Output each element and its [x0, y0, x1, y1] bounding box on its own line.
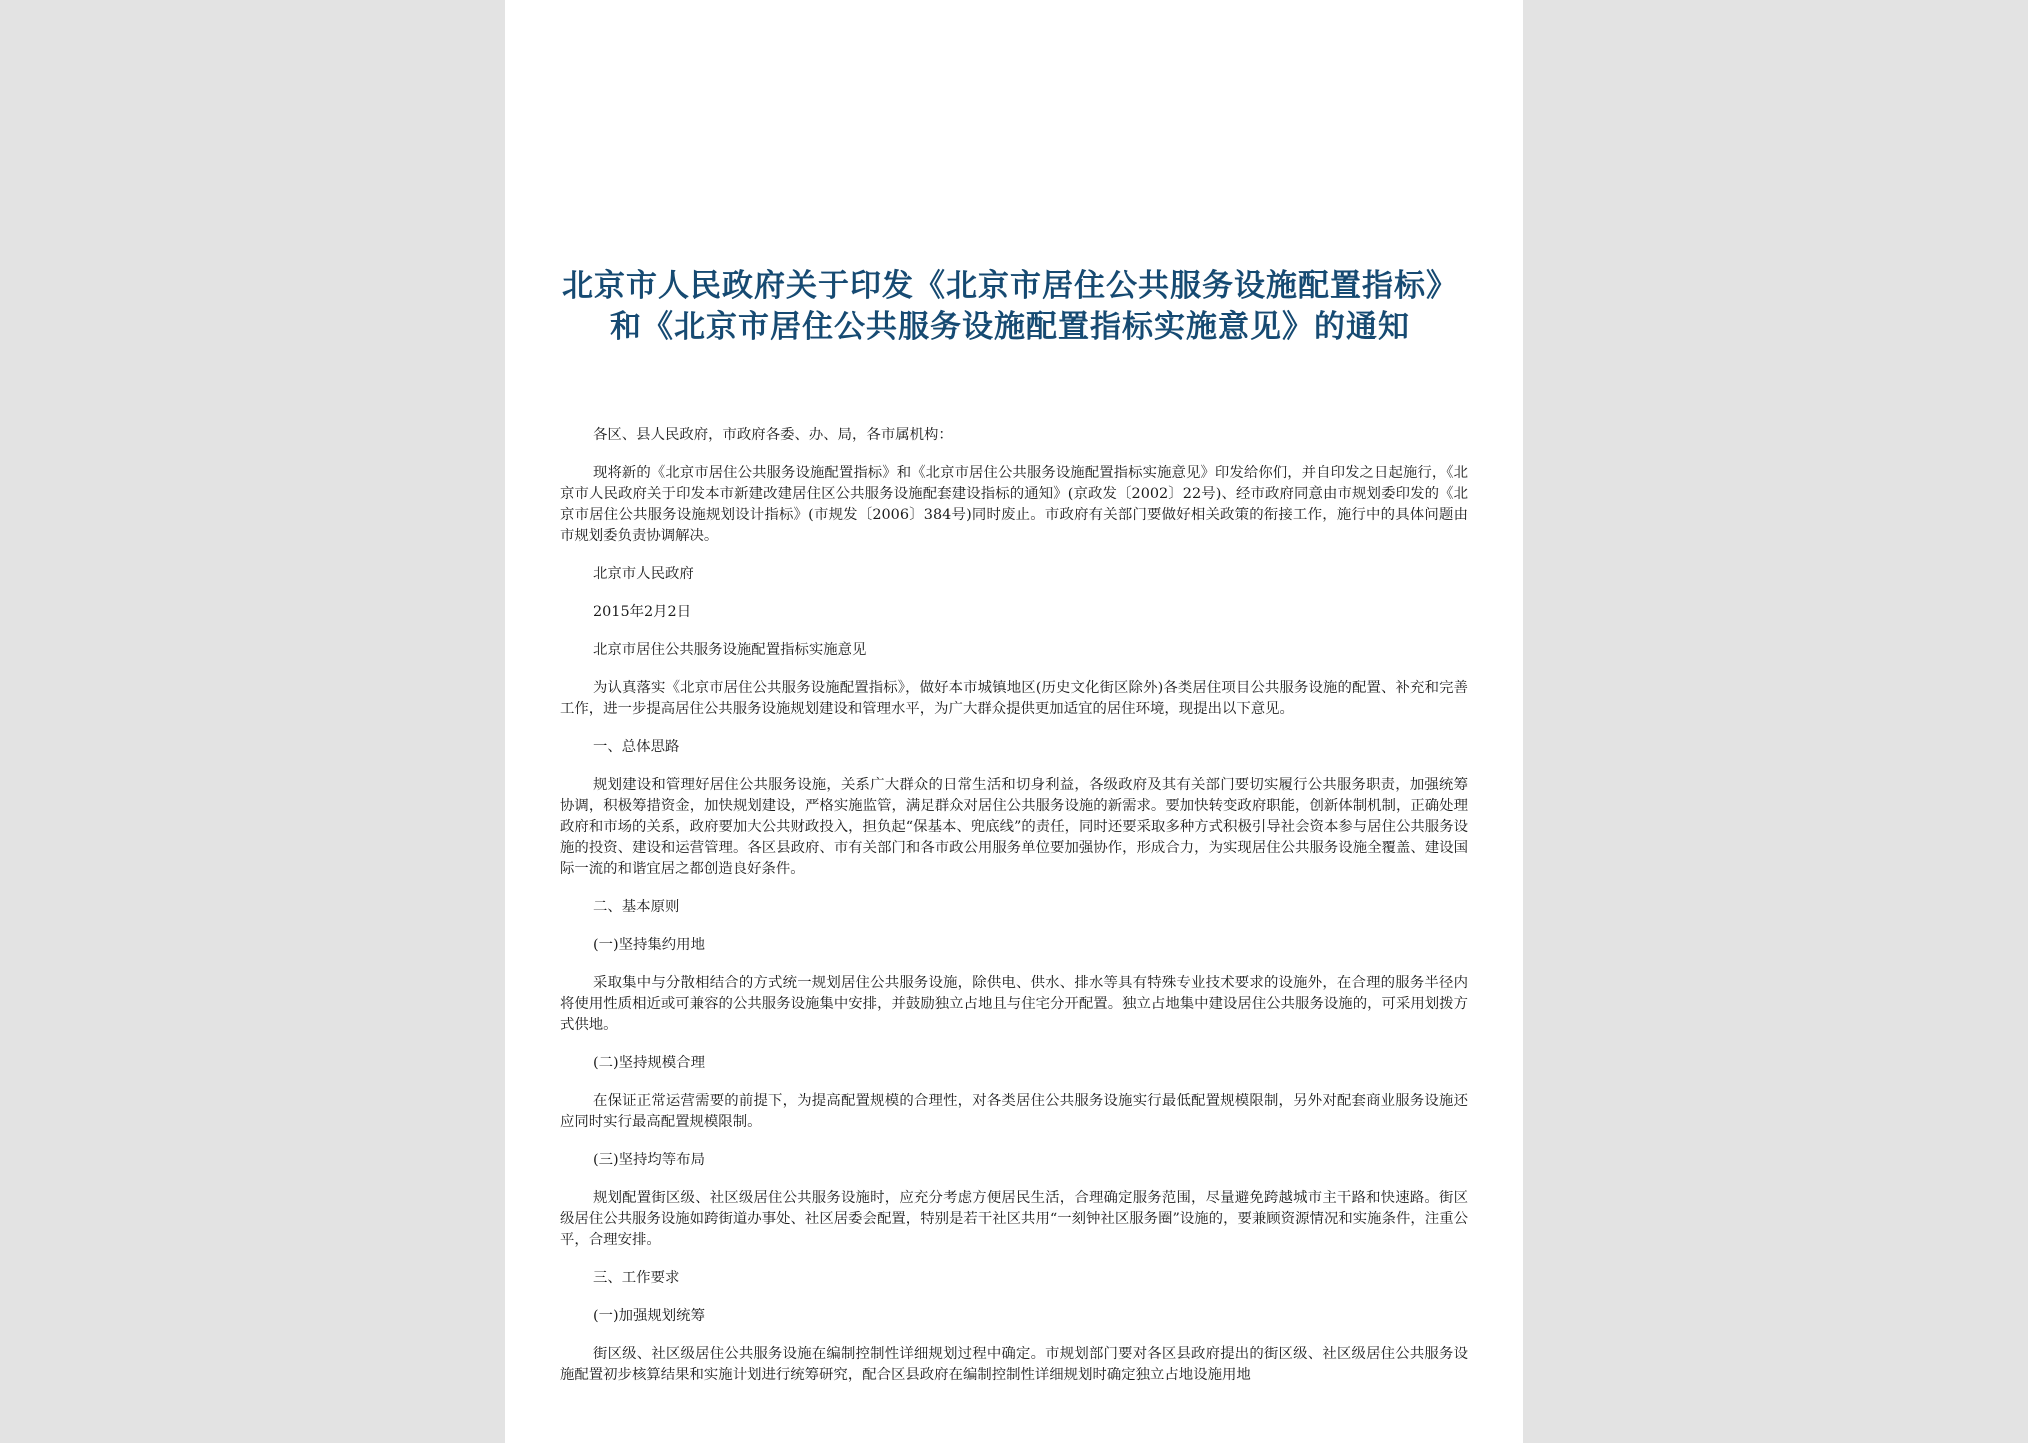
- subsection-heading-2-1: (一)坚持集约用地: [593, 937, 705, 953]
- subsection-heading-3-1: (一)加强规划统筹: [593, 1308, 705, 1324]
- section-paragraph-1: 规划建设和管理好居住公共服务设施，关系广大群众的日常生活和切身利益，各级政府及其有关部门要切实履行公共服务职责，加强统筹协调，积极筹措资金，加快规划建设，严格实施监管，满足群众对居住公共服务设施的新需求。要加快转变政府职能，创新体制机制，正确处理政府和市场的关系，政府要加大公共财政投入，担负起“保基本、兜底线”的责任，同时还要采取多种方式积极引导社会资本参与居住公共服务设施的投资、建设和运营管理。各区县政府、市有关部门和各市政公用服务单位要加强协作，形成合力，为实现居住公共服务设施全覆盖、建设国际一流的和谐宜居之都创造良好条件。: [560, 777, 1468, 877]
- document-body: [560, 425, 1468, 1403]
- section-heading-1: 一、总体思路: [593, 739, 680, 755]
- notice-paragraph: 现将新的《北京市居住公共服务设施配置指标》和《北京市居住公共服务设施配置指标实施意见》印发给你们，并自印发之日起施行，《北京市人民政府关于印发本市新建改建居住区公共服务设施配套建设指标的通知》(京政发〔2002〕22号)、经市政府同意由市规划委印发的《北京市居住公共服务设施规划设计指标》(市规发〔2006〕384号)同时废止。市政府有关部门要做好相关政策的衔接工作，施行中的具体问题由市规划委负责协调解决。: [560, 465, 1468, 544]
- subsection-paragraph-2-3: 规划配置街区级、社区级居住公共服务设施时，应充分考虑方便居民生活，合理确定服务范围，尽量避免跨越城市主干路和快速路。街区级居住公共服务设施如跨街道办事处、社区居委会配置，特别是若干社区共用“一刻钟社区服务圈”设施的，要兼顾资源情况和实施条件，注重公平，合理安排。: [560, 1190, 1468, 1248]
- document-page: [505, 0, 1523, 1443]
- subsection-heading-2-3: (三)坚持均等布局: [593, 1152, 705, 1168]
- document-title: 北京市人民政府关于印发《北京市居住公共服务设施配置指标》和《北京市居住公共服务设施配置指标实施意见》的通知: [562, 268, 1458, 345]
- subsection-paragraph-3-1: 街区级、社区级居住公共服务设施在编制控制性详细规划过程中确定。市规划部门要对各区县政府提出的街区级、社区级居住公共服务设施配置初步核算结果和实施计划进行统筹研究，配合区县政府在编制控制性详细规划时确定独立占地设施用地: [560, 1346, 1468, 1383]
- attachment-title: 北京市居住公共服务设施配置指标实施意见: [593, 642, 867, 658]
- issuer: 北京市人民政府: [593, 566, 694, 582]
- issue-date: 2015年2月2日: [593, 604, 692, 620]
- intro-paragraph: 为认真落实《北京市居住公共服务设施配置指标》，做好本市城镇地区(历史文化街区除外)各类居住项目公共服务设施的配置、补充和完善工作，进一步提高居住公共服务设施规划建设和管理水平，为广大群众提供更加适宜的居住环境，现提出以下意见。: [560, 680, 1468, 717]
- salutation: 各区、县人民政府，市政府各委、办、局，各市属机构：: [593, 427, 953, 443]
- subsection-heading-2-2: (二)坚持规模合理: [593, 1055, 705, 1071]
- subsection-paragraph-2-2: 在保证正常运营需要的前提下，为提高配置规模的合理性，对各类居住公共服务设施实行最低配置规模限制，另外对配套商业服务设施还应同时实行最高配置规模限制。: [560, 1093, 1468, 1130]
- section-heading-2: 二、基本原则: [593, 899, 680, 915]
- section-heading-3: 三、工作要求: [593, 1270, 680, 1286]
- subsection-paragraph-2-1: 采取集中与分散相结合的方式统一规划居住公共服务设施，除供电、供水、排水等具有特殊专业技术要求的设施外，在合理的服务半径内将使用性质相近或可兼容的公共服务设施集中安排，并鼓励独立占地且与住宅分开配置。独立占地集中建设居住公共服务设施的，可采用划拨方式供地。: [560, 975, 1468, 1033]
